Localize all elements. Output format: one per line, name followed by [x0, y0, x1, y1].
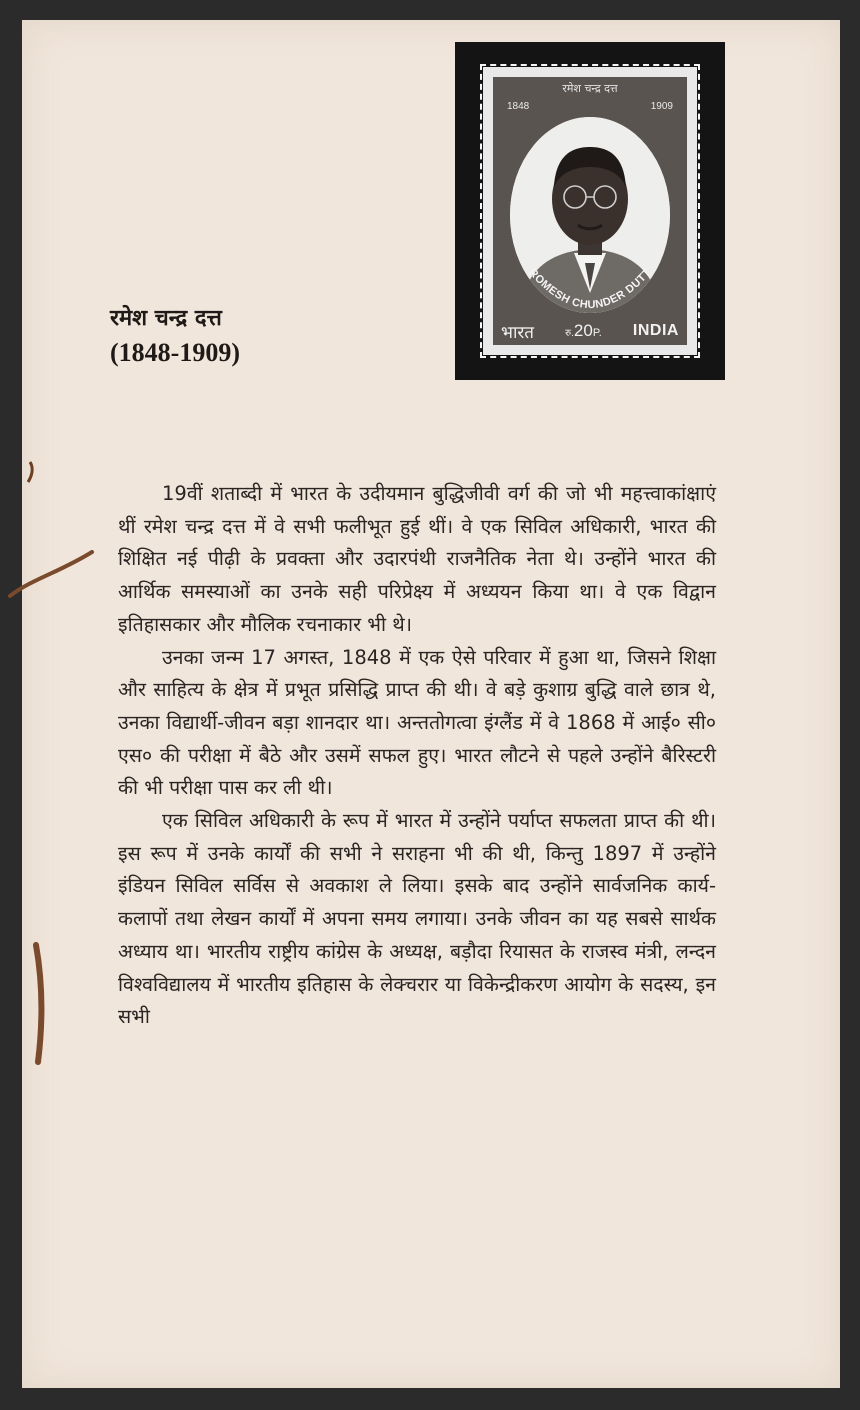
person-years: (1848-1909)	[110, 338, 240, 367]
stamp-arc-label: ROMESH CHUNDER DUTT	[526, 266, 654, 312]
person-name: रमेश चन्द्र दत्त	[110, 306, 222, 331]
stamp-top-text: रमेश चन्द्र दत्त	[562, 82, 618, 95]
stamp-mount	[455, 42, 725, 380]
biography-text	[118, 478, 716, 1034]
stamp-country: INDIA	[632, 322, 679, 339]
stamp-birth-year: 1848	[507, 101, 530, 112]
stamp-denomination	[565, 321, 602, 341]
stamp-bottom-row	[501, 319, 679, 343]
biography-paragraph-3: एक सिविल अधिकारी के रूप में भारत में उन्होंने पर्याप्त सफलता प्राप्त की थी। इस रूप में उनके कार्यों की सभी ने सराहना भी की थी, किन्तु 1897 में उन्होंने इंडियन सिविल सर्विस से अवकाश ले लिया। इसके बाद उन्होंने सार्वजनिक कार्य-कलापों तथा लेखन कार्यों में अपना समय लगाया। उनके जीवन का यह सबसे सार्थक अध्याय था। भारतीय राष्ट्रीय कांग्रेस के अध्यक्ष, बड़ौदा रियासत के राजस्व मंत्री, लन्दन विश्वविद्यालय में भारतीय इतिहास के लेक्चरार या विकेन्द्रीकरण आयोग के सदस्य, इन सभी	[118, 809, 716, 1029]
biography-paragraph-2: उनका जन्म 17 अगस्त, 1848 में एक ऐसे परिवार में हुआ था, जिसने शिक्षा और साहित्य के क्षेत्र में प्रभूत प्रसिद्धि प्राप्त की थी। वे बड़े कुशाग्र बुद्धि वाले छात्र थे, उनका विद्यार्थी-जीवन बड़ा शानदार था। अन्ततोगत्वा इंग्लैंड में वे 1868 में आई० सी० एस० की परीक्षा में बैठे और उसमें सफल हुए। भारत लौटने से पहले उन्होंने बैरिस्टरी की भी परीक्षा पास कर ली थी।	[118, 645, 716, 800]
stamp-death-year: 1909	[650, 101, 673, 112]
stamp-value-suffix: P.	[592, 327, 602, 339]
biography-paragraph-1: 19वीं शताब्दी में भारत के उदीयमान बुद्धिजीवी वर्ग की जो भी महत्त्वाकांक्षाएं थीं रमेश चन्द्र दत्त में वे सभी फलीभूत हुई थीं। वे एक सिविल अधिकारी, भारत की शिक्षित नई पीढ़ी के प्रवक्ता और उदारपंथी राजनैतिक नेता थे। उन्होंने भारत की आर्थिक समस्याओं का उनके सही परिप्रेक्ष्य में अध्ययन किया था। वे एक विद्वान इतिहासकार और मौलिक रचनाकार भी थे।	[118, 482, 716, 636]
stamp-value-prefix: रु.	[565, 328, 574, 339]
stamp-country-hindi: भारत	[501, 322, 534, 343]
binding-thread	[0, 0, 120, 1100]
svg-text:ROMESH CHUNDER DUTT	[526, 266, 653, 311]
stamp-value-number: 20	[573, 321, 593, 340]
stamp-design	[493, 77, 687, 345]
stamp-arc-text	[510, 117, 670, 313]
postage-stamp	[483, 67, 697, 355]
leaflet-page	[22, 20, 840, 1388]
portrait-oval	[510, 117, 670, 313]
